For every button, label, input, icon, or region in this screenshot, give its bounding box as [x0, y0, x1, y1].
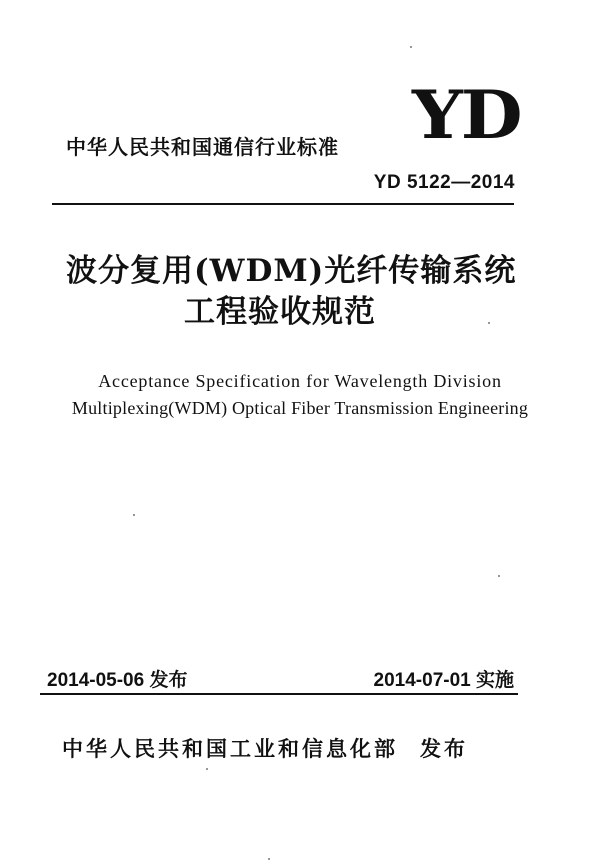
scan-speck — [410, 46, 412, 48]
document-title-en-line-1: Acceptance Specification for Wavelength Division — [98, 371, 502, 391]
scan-speck — [206, 768, 208, 770]
scan-speck — [498, 575, 500, 577]
effective-date: 2014-07-01 实施 — [373, 670, 514, 691]
header-divider — [52, 203, 514, 205]
document-title-en-line-2: Multiplexing(WDM) Optical Fiber Transmission Engineering — [71, 398, 529, 418]
publish-label: 发布 — [420, 737, 468, 761]
standard-category: 中华人民共和国通信行业标准 — [66, 135, 339, 159]
scan-speck — [268, 858, 270, 860]
publisher-name: 中华人民共和国工业和信息化部 — [62, 737, 398, 761]
issue-date: 2014-05-06 发布 — [47, 670, 188, 691]
publisher-block — [62, 733, 468, 763]
document-title-cn-line-2: 工程验收规范 — [184, 294, 376, 330]
standard-number: YD 5122—2014 — [373, 172, 515, 193]
yd-logo: YD — [412, 76, 521, 154]
footer-divider — [40, 693, 518, 695]
scan-speck — [488, 322, 490, 324]
document-title-cn-line-1: 波分复用(WDM)光纤传输系统 — [66, 253, 517, 289]
scan-speck — [133, 514, 135, 516]
